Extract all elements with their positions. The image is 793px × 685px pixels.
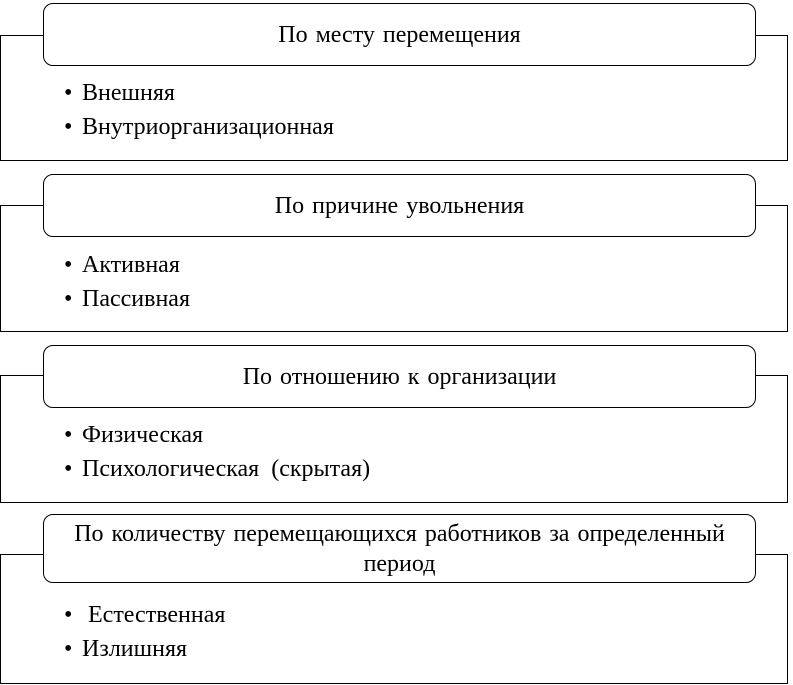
category-title: По отношению к организации — [242, 363, 557, 390]
list-item-label: Внутриорганизационная — [82, 114, 334, 140]
list-item-label: Пассивная — [82, 286, 190, 312]
category-header — [43, 3, 756, 66]
list-item-label: Физическая — [82, 422, 204, 448]
category-header — [43, 514, 756, 583]
list-item — [64, 418, 370, 452]
bullet-icon: • — [64, 422, 73, 448]
list-item — [64, 282, 190, 316]
category-items — [64, 418, 370, 486]
list-item-label: Активная — [82, 252, 180, 278]
category-items — [64, 76, 334, 144]
list-item — [64, 598, 225, 632]
category-title: По месту перемещения — [278, 21, 521, 48]
category-items — [64, 248, 190, 316]
category-title: По количеству перемещающихся работников за определенный период — [74, 520, 725, 577]
list-item-label: Психологическая (скрытая) — [82, 456, 371, 482]
bullet-icon: • — [64, 456, 73, 482]
category-title: По причине увольнения — [274, 192, 525, 219]
list-item — [64, 632, 225, 666]
category-header — [43, 345, 756, 408]
category-block-quantity — [0, 514, 793, 685]
category-block-place — [0, 0, 793, 162]
list-item-label: Внешняя — [82, 80, 175, 106]
list-item-label: Излишняя — [82, 636, 188, 662]
list-item-label: Естественная — [82, 602, 226, 628]
category-items — [64, 598, 225, 666]
list-item — [64, 110, 334, 144]
category-block-reason — [0, 172, 793, 334]
list-item — [64, 76, 334, 110]
bullet-icon: • — [64, 114, 73, 140]
list-item — [64, 452, 370, 486]
bullet-icon: • — [64, 636, 73, 662]
category-header — [43, 174, 756, 237]
bullet-icon: • — [64, 80, 73, 106]
list-item — [64, 248, 190, 282]
category-block-relation — [0, 343, 793, 505]
bullet-icon: • — [64, 286, 73, 312]
bullet-icon: • — [64, 252, 73, 278]
bullet-icon: • — [64, 602, 73, 628]
